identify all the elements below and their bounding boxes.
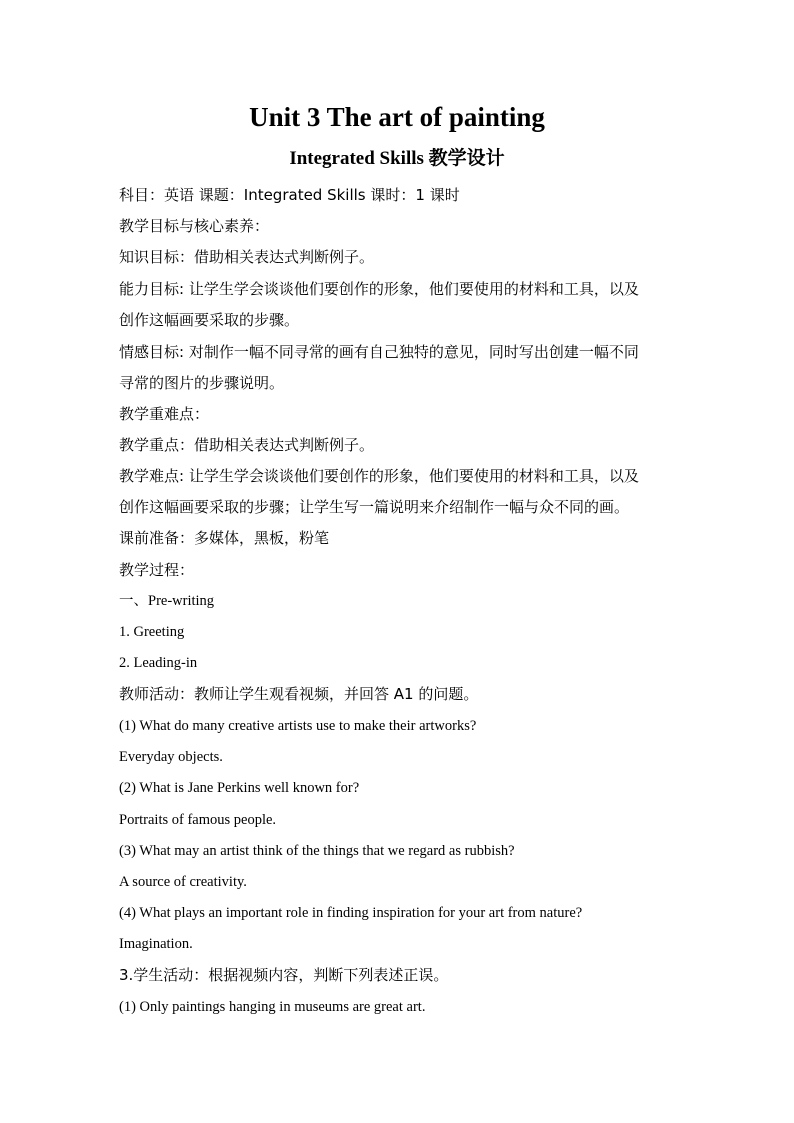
step-leading-in: 2. Leading-in bbox=[119, 655, 198, 671]
difficult-point-line-1: 教学难点: 让学生学会谈谈他们要创作的形象，他们要使用的材料和工具，以及 bbox=[119, 467, 639, 485]
teacher-activity-line: 教师活动：教师让学生观看视频，并回答 A1 的问题。 bbox=[119, 685, 479, 703]
course-info-line: 科目：英语 课题：Integrated Skills 课时：1 课时 bbox=[119, 186, 460, 204]
document-subtitle: Integrated Skills 教学设计 bbox=[289, 148, 505, 169]
answer-2: Portraits of famous people. bbox=[119, 812, 277, 828]
question-3: (3) What may an artist think of the things that we regard as rubbish? bbox=[119, 843, 515, 859]
true-false-statement-1: (1) Only paintings hanging in museums are great art. bbox=[119, 999, 426, 1015]
emotion-objective-line-1: 情感目标: 对制作一幅不同寻常的画有自己独特的意见，同时写出创建一幅不同 bbox=[119, 343, 639, 361]
section-heading-key-points: 教学重难点： bbox=[119, 405, 210, 423]
question-2: (2) What is Jane Perkins well known for? bbox=[119, 780, 360, 796]
preparation-line: 课前准备：多媒体，黑板，粉笔 bbox=[119, 529, 330, 547]
student-activity-line: 3.学生活动：根据视频内容，判断下列表述正误。 bbox=[119, 966, 449, 984]
step-pre-writing: 一、Pre-writing bbox=[119, 593, 215, 609]
document-title: Unit 3 The art of painting bbox=[249, 102, 545, 132]
answer-3: A source of creativity. bbox=[119, 874, 247, 890]
question-4: (4) What plays an important role in finding inspiration for your art from nature? bbox=[119, 905, 583, 921]
ability-objective-line-2: 创作这幅画要采取的步骤。 bbox=[119, 311, 300, 329]
answer-4: Imagination. bbox=[119, 936, 193, 952]
section-heading-objectives: 教学目标与核心素养： bbox=[119, 217, 270, 235]
emotion-objective-line-2: 寻常的图片的步骤说明。 bbox=[119, 374, 285, 392]
difficult-point-line-2: 创作这幅画要采取的步骤；让学生写一篇说明来介绍制作一幅与众不同的画。 bbox=[119, 498, 630, 516]
key-point: 教学重点：借助相关表达式判断例子。 bbox=[119, 436, 375, 454]
ability-objective-line-1: 能力目标: 让学生学会谈谈他们要创作的形象，他们要使用的材料和工具，以及 bbox=[119, 280, 639, 298]
answer-1: Everyday objects. bbox=[119, 749, 223, 765]
question-1: (1) What do many creative artists use to make their artworks? bbox=[119, 718, 477, 734]
section-heading-process: 教学过程： bbox=[119, 561, 195, 579]
step-greeting: 1. Greeting bbox=[119, 624, 185, 640]
knowledge-objective: 知识目标：借助相关表达式判断例子。 bbox=[119, 248, 375, 266]
